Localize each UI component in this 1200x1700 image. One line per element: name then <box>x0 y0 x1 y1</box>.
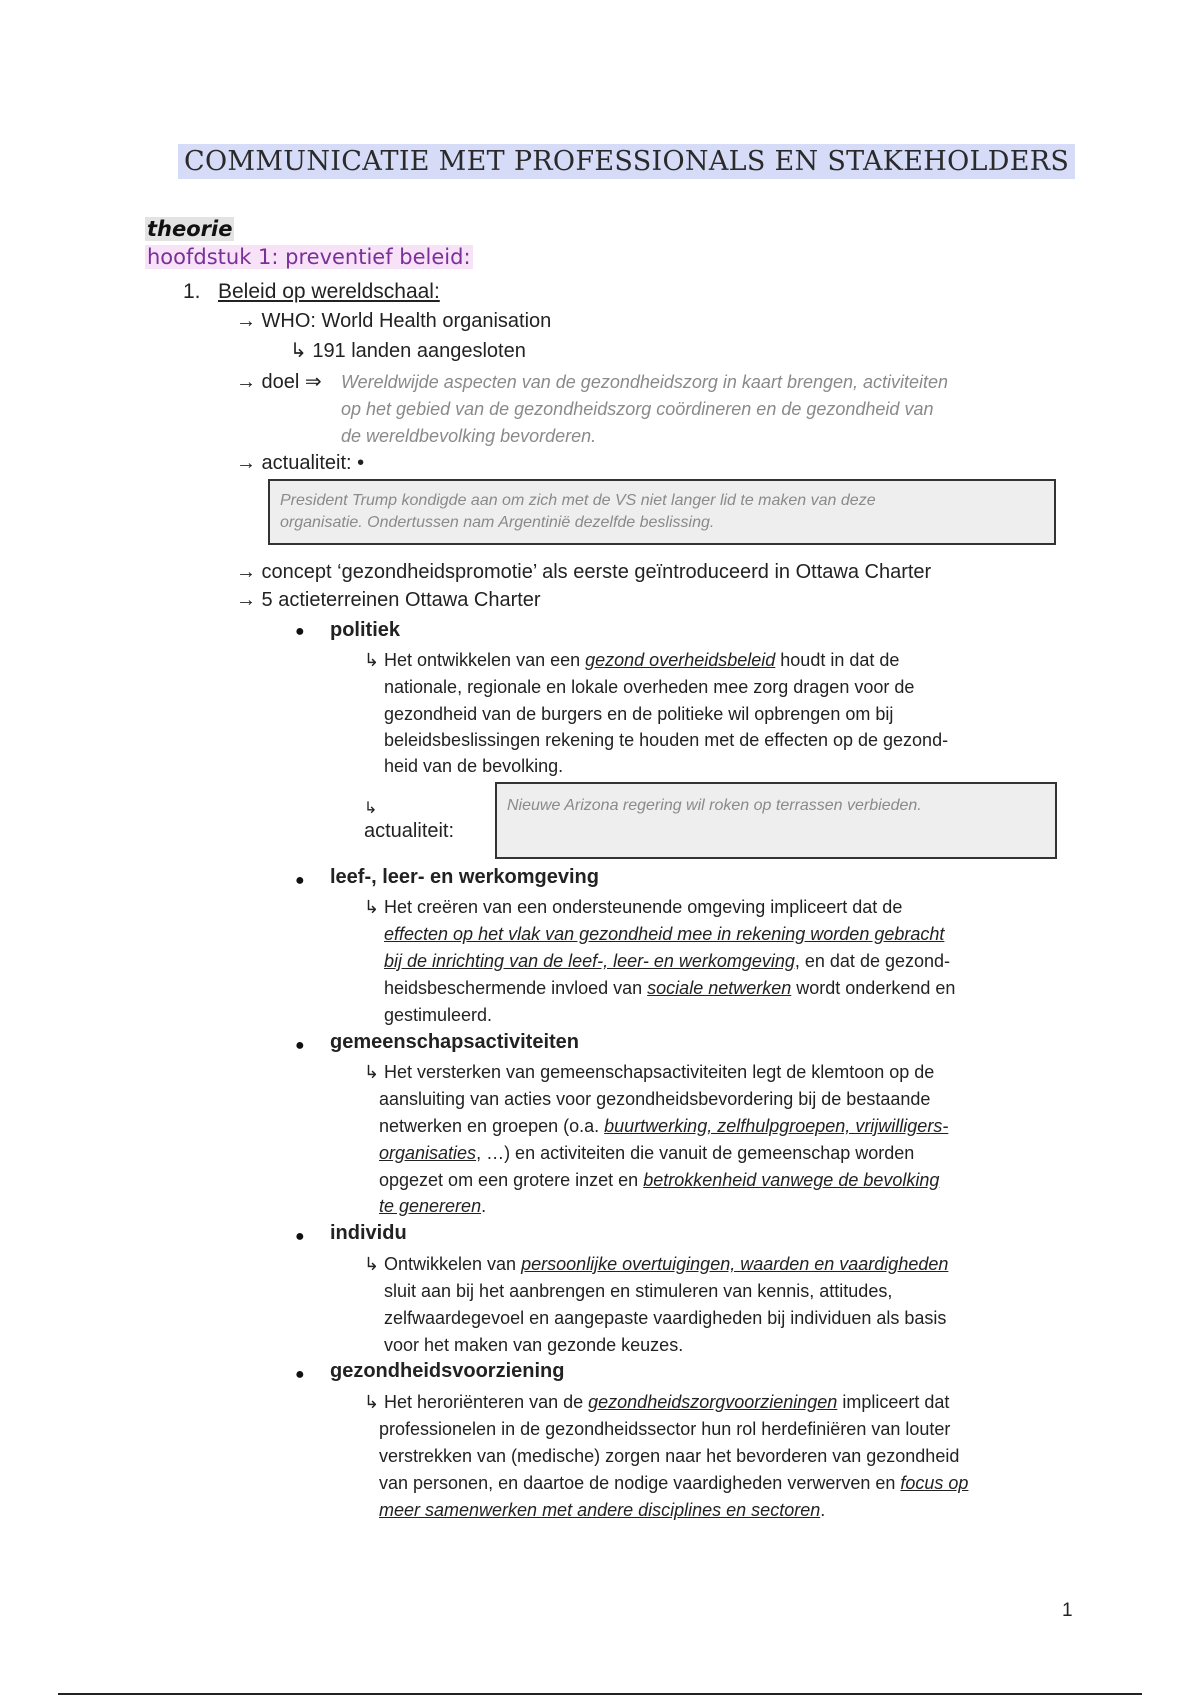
chapter-heading: hoofdstuk 1: preventief beleid: <box>147 245 471 269</box>
omgeving-line: bij de inrichting van de leef-, leer- en werkomgeving, en dat de gezond- <box>384 951 951 971</box>
politiek-actualiteit-label: actualiteit: <box>364 820 455 842</box>
bullet-icon: ● <box>295 623 305 640</box>
omgeving-heading: leef-, leer- en werkomgeving <box>330 866 599 888</box>
footer-rule <box>58 1693 1142 1695</box>
page-number: 1 <box>1062 1600 1073 1621</box>
voorziening-line: professionelen in de gezondheidssector hun rol herdefiniëren van louter <box>379 1419 951 1439</box>
landen-line: ↳ 191 landen aangesloten <box>290 340 526 362</box>
voorziening-line: verstrekken van (medische) zorgen naar het bevorderen van gezondheid <box>379 1446 960 1466</box>
individu-line: voor het maken van gezonde keuzes. <box>384 1335 684 1355</box>
arrow-icon: ↳ <box>364 1392 380 1412</box>
politiek-actualiteit-box <box>495 782 1057 859</box>
arrow-icon: ↳ <box>364 1254 380 1274</box>
actualiteit-box-line: President Trump kondigde aan om zich met de VS niet langer lid te maken van deze <box>280 492 876 509</box>
politiek-line: gezondheid van de burgers en de politieke wil opbrengen om bij <box>384 704 894 724</box>
individu-heading: individu <box>330 1222 407 1244</box>
politiek-box-text: Nieuwe Arizona regering wil roken op terrassen verbieden. <box>507 797 922 814</box>
bullet-icon: ● <box>295 872 305 889</box>
page-title: COMMUNICATIE MET PROFESSIONALS EN STAKEHOLDERS <box>178 144 1075 179</box>
doel-text-line: de wereldbevolking bevorderen. <box>341 426 597 446</box>
politiek-heading: politiek <box>330 619 401 641</box>
gemeenschap-line: aansluiting van acties voor gezondheidsbevordering bij de bestaande <box>379 1089 931 1109</box>
politiek-line: heid van de bevolking. <box>384 756 564 776</box>
gemeenschap-heading: gemeenschapsactiviteiten <box>330 1031 579 1053</box>
omgeving-line: gestimuleerd. <box>384 1005 493 1025</box>
individu-line: sluit aan bij het aanbrengen en stimuleren van kennis, attitudes, <box>384 1281 893 1301</box>
individu-line: zelfwaardegevoel en aangepaste vaardigheden bij individuen als basis <box>384 1308 947 1328</box>
voorziening-line: van personen, en daartoe de nodige vaardigheden verwerven en focus op <box>379 1473 969 1493</box>
voorziening-line: Het heroriënteren van de gezondheidszorgvoorzieningen impliceert dat <box>384 1392 950 1412</box>
politiek-line: nationale, regionale en lokale overheden mee zorg dragen voor de <box>384 677 915 697</box>
arrow-icon: ↳ <box>364 650 380 670</box>
actualiteit-label: → actualiteit: • <box>236 452 365 474</box>
arrow-icon: ↳ <box>364 897 380 917</box>
doel-label: → doel ⇒ <box>236 371 322 393</box>
doel-text-line: Wereldwijde aspecten van de gezondheidszorg in kaart brengen, activiteiten <box>341 372 949 392</box>
actualiteit-box-line: organisatie. Ondertussen nam Argentinië dezelfde beslissing. <box>280 514 715 531</box>
bullet-icon: ● <box>295 1228 305 1245</box>
individu-line: Ontwikkelen van persoonlijke overtuigingen, waarden en vaardigheden <box>384 1254 949 1274</box>
gemeenschap-line: opgezet om een grotere inzet en betrokkenheid vanwege de bevolking <box>379 1170 940 1190</box>
politiek-line: beleidsbeslissingen rekening te houden met de effecten op de gezond- <box>384 730 949 750</box>
doel-text-line: op het gebied van de gezondheidszorg coördineren en de gezondheid van <box>341 399 934 419</box>
arrow-icon: ↳ <box>364 800 378 817</box>
bullet-icon: ● <box>295 1366 305 1383</box>
arrow-icon: ↳ <box>364 1062 380 1082</box>
item-heading: Beleid op wereldschaal: <box>218 280 440 303</box>
omgeving-line: heidsbeschermende invloed van sociale netwerken wordt onderkend en <box>384 978 956 998</box>
concept-line: → concept ‘gezondheidspromotie’ als eerste geïntroduceerd in Ottawa Charter <box>236 561 932 583</box>
bullet-icon: ● <box>295 1037 305 1054</box>
section-label: theorie <box>147 217 233 241</box>
voorziening-line: meer samenwerken met andere disciplines en sectoren. <box>379 1500 826 1520</box>
gemeenschap-line: organisaties, …) en activiteiten die vanuit de gemeenschap worden <box>379 1143 915 1163</box>
politiek-line: Het ontwikkelen van een gezond overheidsbeleid houdt in dat de <box>384 650 900 670</box>
gemeenschap-line: Het versterken van gemeenschapsactiviteiten legt de klemtoon op de <box>384 1062 935 1082</box>
actieterreinen-line: → 5 actieterreinen Ottawa Charter <box>236 589 541 611</box>
item-number: 1. <box>183 280 201 303</box>
voorziening-heading: gezondheidsvoorziening <box>330 1360 565 1382</box>
actualiteit-box <box>268 479 1056 545</box>
who-line: → WHO: World Health organisation <box>236 310 552 332</box>
omgeving-line: effecten op het vlak van gezondheid mee in rekening worden gebracht <box>384 924 945 944</box>
omgeving-line: Het creëren van een ondersteunende omgeving impliceert dat de <box>384 897 903 917</box>
gemeenschap-line: te genereren. <box>379 1196 487 1216</box>
gemeenschap-line: netwerken en groepen (o.a. buurtwerking, zelfhulpgroepen, vrijwilligers- <box>379 1116 949 1136</box>
